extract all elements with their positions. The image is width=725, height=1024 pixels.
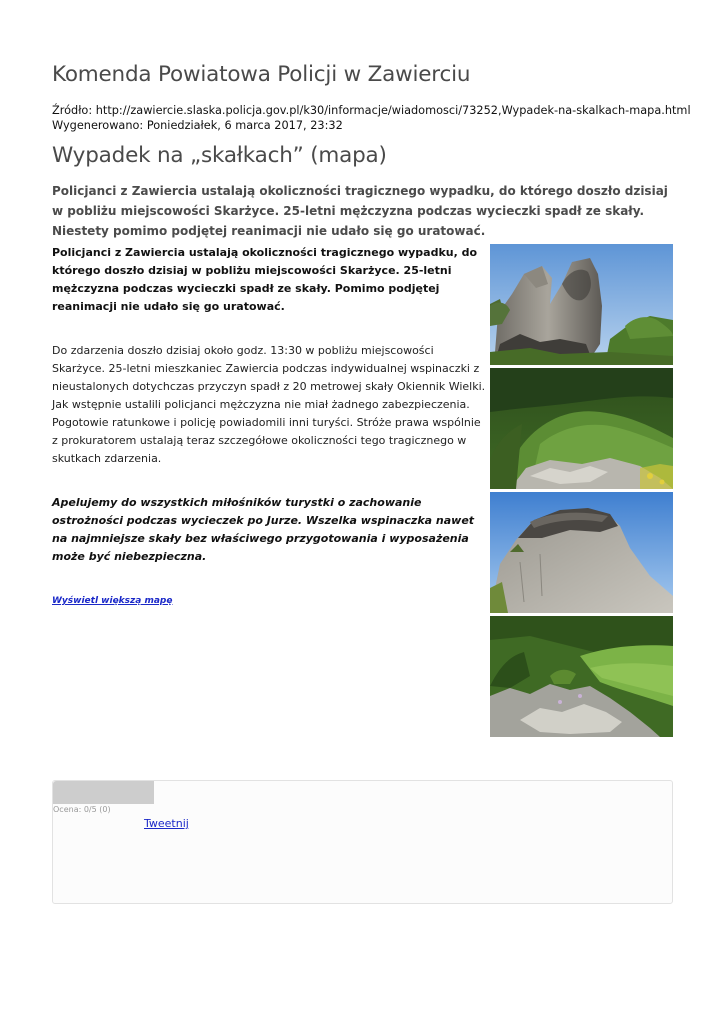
article-appeal: Apelujemy do wszystkich miłośników turystki o zachowanie ostrożności podczas wycieczek po Jurze. Wszelka wspinaczka nawet na najmniejsze skały bez właściwego przygotowania i wyposażenia może być niebezpieczna.: [52, 496, 475, 563]
tweet-link[interactable]: Tweetnij: [144, 817, 189, 830]
rating-panel: [52, 780, 673, 904]
view-larger-map-link[interactable]: Wyświetl większą mapę: [52, 596, 173, 606]
rating-text: Ocena: 0/5 (0): [53, 805, 111, 814]
photo-grassy-slope[interactable]: [490, 616, 673, 737]
photo-forest-valley[interactable]: [490, 368, 673, 489]
article-body: [52, 244, 489, 566]
photo-overhang-rock[interactable]: [490, 492, 673, 613]
article-lead: Policjanci z Zawiercia ustalają okoliczności tragicznego wypadku, do którego doszło dzisiaj w pobliżu miejscowości Skarżyce. 25-letni mężczyzna podczas wycieczki spadł ze skały. Niestety pomimo podjętej reanimacji nie udało się go uratować.: [52, 184, 668, 238]
site-title: Komenda Powiatowa Policji w Zawierciu: [52, 62, 471, 87]
source-line: Źródło: http://zawiercie.slaska.policja.gov.pl/k30/informacje/wiadomosci/73252,Wypadek-na-skalkach-mapa.html: [52, 104, 691, 117]
article-title: Wypadek na „skałkach” (mapa): [52, 143, 387, 168]
photo-gallery: [490, 244, 673, 740]
source-meta: [52, 103, 691, 133]
rating-stars-bar[interactable]: [53, 781, 154, 804]
photo-rock-formation[interactable]: [490, 244, 673, 365]
article-paragraph: Do zdarzenia doszło dzisiaj około godz. 13:30 w pobliżu miejscowości Skarżyce. 25-letni mieszkaniec Zawiercia podczas indywidualnej wspinaczki z nieustalonych dotychczas przyczyn spadł z 20 metrowej skały Okiennik Wielki. Jak wstępnie ustalili policjanci mężczyzna nie miał żadnego zabezpieczenia. Pogotowie ratunkowe i policję powiadomili inni turyści. Stróże prawa wspólnie z prokuratorem ustalają teraz szczegółowe okoliczności tego tragicznego w skutkach zdarzenia.: [52, 344, 486, 465]
article-intro: Policjanci z Zawiercia ustalają okoliczności tragicznego wypadku, do którego doszło dzisiaj w pobliżu miejscowości Skarżyce. 25-letni mężczyzna podczas wycieczki spadł ze skały. Pomimo podjętej reanimacji nie udało się go uratować.: [52, 246, 478, 313]
generated-line: Wygenerowano: Poniedziałek, 6 marca 2017, 23:32: [52, 119, 343, 132]
